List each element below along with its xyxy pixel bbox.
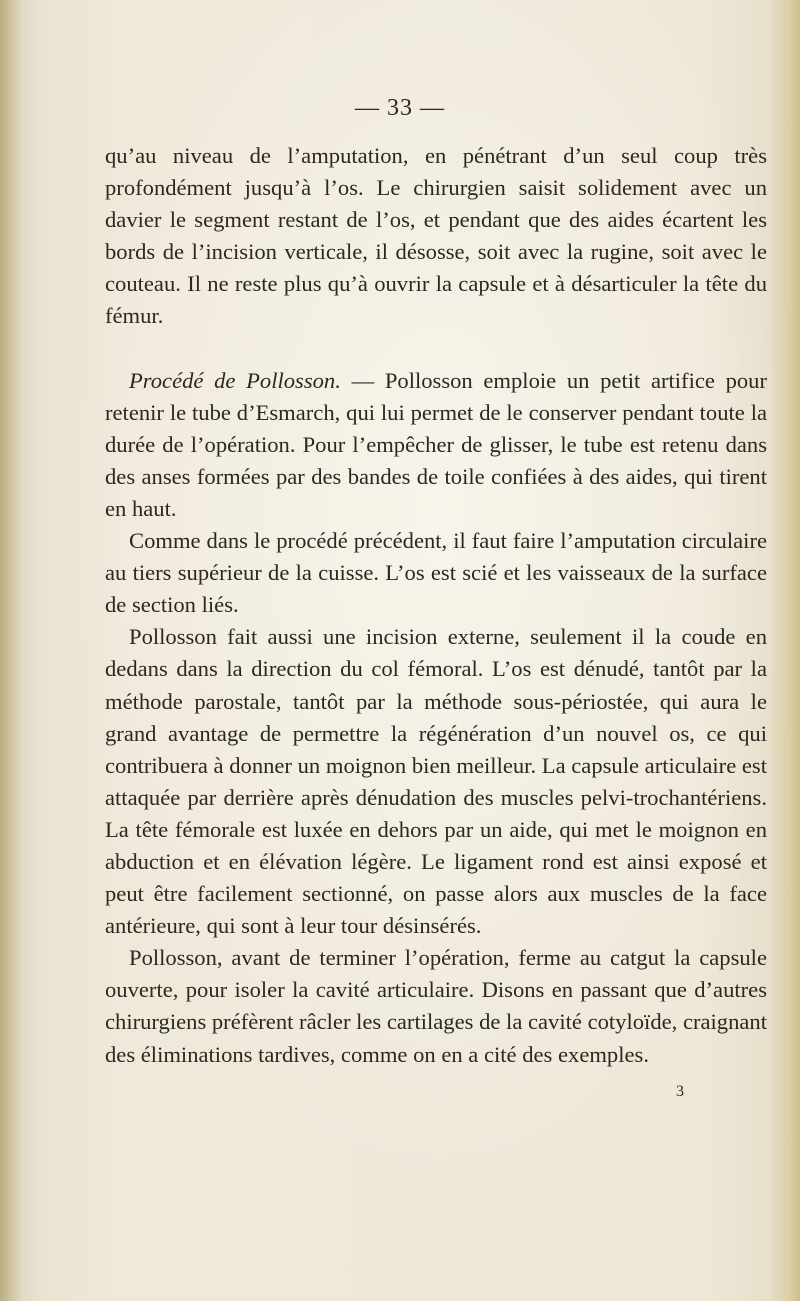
signature-mark: 3: [676, 1083, 684, 1100]
page-number: — 33 —: [355, 95, 445, 121]
paragraph-amputation: [105, 525, 767, 621]
paragraph-pollosson-procedure: [105, 365, 767, 525]
paragraph-continuation: [105, 140, 767, 333]
paragraph-text: Pollosson fait aussi une incision externe, seulement il la coude en dedans dans la direction du col fémoral. L’os est dénudé, tantôt par la méthode parostale, tantôt par la méthode sous-périostée, qui aura le grand avantage de permettre la régénération d’un nouvel os, ce qui contribuera à donner un moignon bien meilleur. La capsule articulaire est attaquée par derrière après dénudation des muscles pelvi-trochantériens. La tête fémorale est luxée en dehors par un aide, qui met le moignon en abduction et en élévation légère. Le ligament rond est ainsi exposé et peut être facilement sectionné, on passe alors aux muscles de la face antérieure, qui sont à leur tour désinsérés.: [105, 624, 767, 939]
paragraph-incision: [105, 621, 767, 942]
page-edge-shadow-right: [770, 0, 800, 1301]
paragraph-text: — Pollosson emploie un petit artifice pour retenir le tube d’Esmarch, qui lui permet de le conserver pendant toute la durée de l’opération. Pour l’empêcher de glisser, le tube est retenu dans des anses formées par des bandes de toile confiées à des aides, qui tirent en haut.: [105, 367, 767, 521]
body-text: [105, 140, 767, 1071]
page-edge-shadow-left: [0, 0, 22, 1301]
paragraph-text: qu’au niveau de l’amputation, en pénétrant d’un seul coup très profondément jusqu’à l’os. Le chirurgien saisit solidement avec un davier le segment restant de l’os, et pendant que des aides écartent les bords de l’incision verticale, il désosse, soit avec la rugine, soit avec le couteau. Il ne reste plus qu’à ouvrir la capsule et à désarticuler la tête du fémur.: [105, 143, 767, 329]
paragraph-closure: [105, 942, 767, 1070]
section-title: Procédé de Pollosson.: [129, 367, 341, 393]
paragraph-text: Comme dans le procédé précédent, il faut faire l’amputation circulaire au tiers supérieur de la cuisse. L’os est scié et les vaisseaux de la surface de section liés.: [105, 528, 767, 618]
paragraph-text: Pollosson, avant de terminer l’opération, ferme au catgut la capsule ouverte, pour isoler la cavité articulaire. Disons en passant que d’autres chirurgiens préfèrent râcler les cartilages de la cavité cotyloïde, craignant des éliminations tardives, comme on en a cité des exemples.: [105, 945, 768, 1067]
